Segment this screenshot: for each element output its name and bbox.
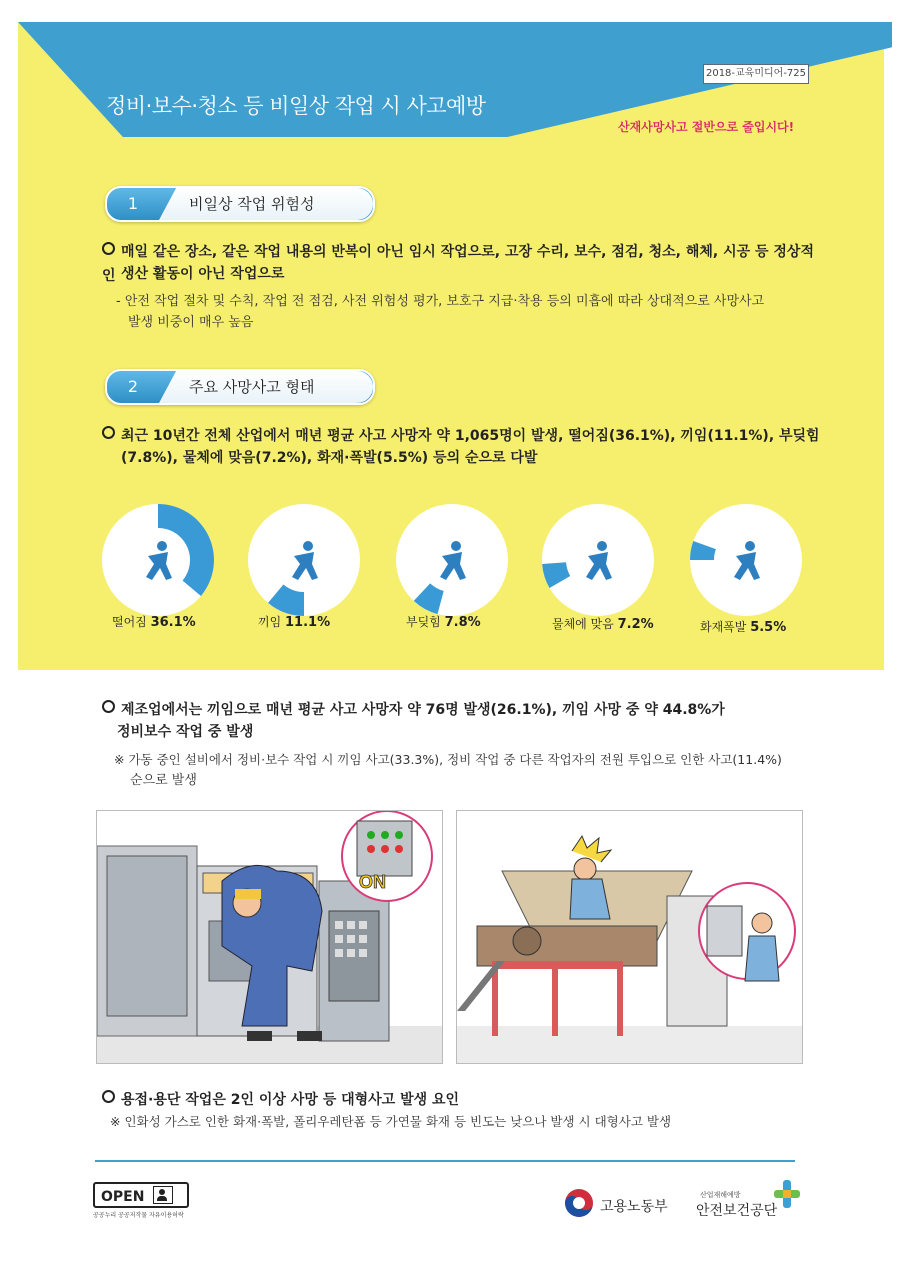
moel-logo-icon [564, 1188, 594, 1218]
kosha-logo-icon [774, 1180, 800, 1208]
section2-number: 2 [127, 377, 139, 396]
pie-2 [248, 504, 360, 616]
manufacturing-note1: ※ 가동 중인 설비에서 정비·보수 작업 시 끼임 사고(33.3%), 정비 작업 중 다른 작업자의 전원 투입으로 인한 사고(11.4%) [114, 752, 782, 767]
section2-bullet [102, 424, 822, 448]
pie-1 [102, 504, 214, 616]
worker-machine-illustration [97, 811, 442, 1063]
pie-label-3 [406, 613, 481, 630]
pie-category: 물체에 맞음 [552, 617, 618, 631]
section2-bullet-line2: (7.8%), 물체에 맞음(7.2%), 화재·폭발(5.5%) 등의 순으로 다발 [121, 450, 538, 466]
bullet-circle-icon [102, 426, 115, 439]
section1-sub1: - 안전 작업 절차 및 수칙, 작업 전 점검, 사전 위험성 평가, 보호구 지급·착용 등의 미흡에 따라 상대적으로 사망사고 [116, 294, 765, 309]
pie-label-2 [258, 613, 330, 630]
open-license-subtext: 공공누리 공공저작물 자유이용허락 [93, 1212, 184, 1219]
pie-label-1 [112, 613, 196, 630]
crusher-accident-illustration [457, 811, 802, 1063]
pie-category: 부딪힘 [406, 615, 445, 629]
license-person-icon [153, 1186, 173, 1204]
manufacturing-note2: 순으로 발생 [130, 773, 197, 788]
pie-value: 36.1% [150, 615, 196, 630]
kosha-tagline: 산업재해예방 [700, 1191, 741, 1199]
illustration-power-on-accident [456, 810, 803, 1064]
open-license-badge [93, 1182, 189, 1208]
pie-value: 7.2% [617, 617, 654, 632]
pie-value: 5.5% [750, 620, 787, 635]
illustration-caught-in-machine [96, 810, 443, 1064]
footer-divider [95, 1160, 795, 1162]
pie-5 [690, 504, 802, 616]
section1-number: 1 [127, 194, 139, 213]
moel-name: 고용노동부 [600, 1199, 668, 1215]
section1-label: 비일상 작업 위험성 [189, 195, 315, 213]
section1-header [105, 186, 375, 222]
pie-category: 떨어짐 [112, 615, 151, 629]
slogan: 산재사망사고 절반으로 줄입시다! [618, 120, 795, 134]
section1-bullet-line2: 생산 활동이 아닌 작업으로 [121, 266, 285, 282]
document-code: 2018-교육미디어-725 [703, 64, 809, 84]
pie-category: 끼임 [258, 615, 285, 629]
page-title: 정비·보수·청소 등 비일상 작업 시 사고예방 [106, 94, 486, 118]
bullet-circle-icon [102, 242, 115, 255]
pie-4 [542, 504, 654, 616]
section1-bullet-text: 매일 같은 장소, 같은 작업 내용의 반복이 아닌 임시 작업으로, 고장 수리, 보수, 점검, 청소, 해체, 시공 등 정상적인 [102, 244, 814, 284]
open-label: OPEN [101, 1189, 145, 1205]
section1-sub2: 발생 비중이 매우 높음 [128, 315, 254, 330]
welding-note: ※ 인화성 가스로 인한 화재·폭발, 폴리우레탄폼 등 가연물 화재 등 빈도는 낮으나 발생 시 대형사고 발생 [110, 1114, 672, 1129]
pie-3 [396, 504, 508, 616]
pie-label-4 [552, 615, 654, 632]
welding-bullet-text: 용접·용단 작업은 2인 이상 사망 등 대형사고 발생 요인 [121, 1092, 460, 1108]
pie-value: 7.8% [444, 615, 481, 630]
section2-header [105, 369, 375, 405]
welding-bullet [102, 1088, 459, 1112]
pie-value: 11.1% [285, 615, 331, 630]
bullet-circle-icon [102, 1090, 115, 1103]
section2-label: 주요 사망사고 형태 [189, 378, 315, 396]
manufacturing-bullet-text: 제조업에서는 끼임으로 매년 평균 사고 사망자 약 76명 발생(26.1%), 끼임 사망 중 약 44.8%가 [121, 702, 725, 718]
manufacturing-bullet [102, 698, 822, 722]
manufacturing-bullet-line2: 정비보수 작업 중 발생 [117, 724, 254, 740]
kosha-name: 안전보건공단 [696, 1203, 778, 1219]
on-label: ON [359, 872, 386, 892]
bullet-circle-icon [102, 700, 115, 713]
pie-label-5 [700, 618, 786, 635]
pie-category: 화재폭발 [700, 620, 751, 634]
section2-bullet-text: 최근 10년간 전체 산업에서 매년 평균 사고 사망자 약 1,065명이 발생, 떨어짐(36.1%), 끼임(11.1%), 부딪힘 [121, 428, 820, 444]
